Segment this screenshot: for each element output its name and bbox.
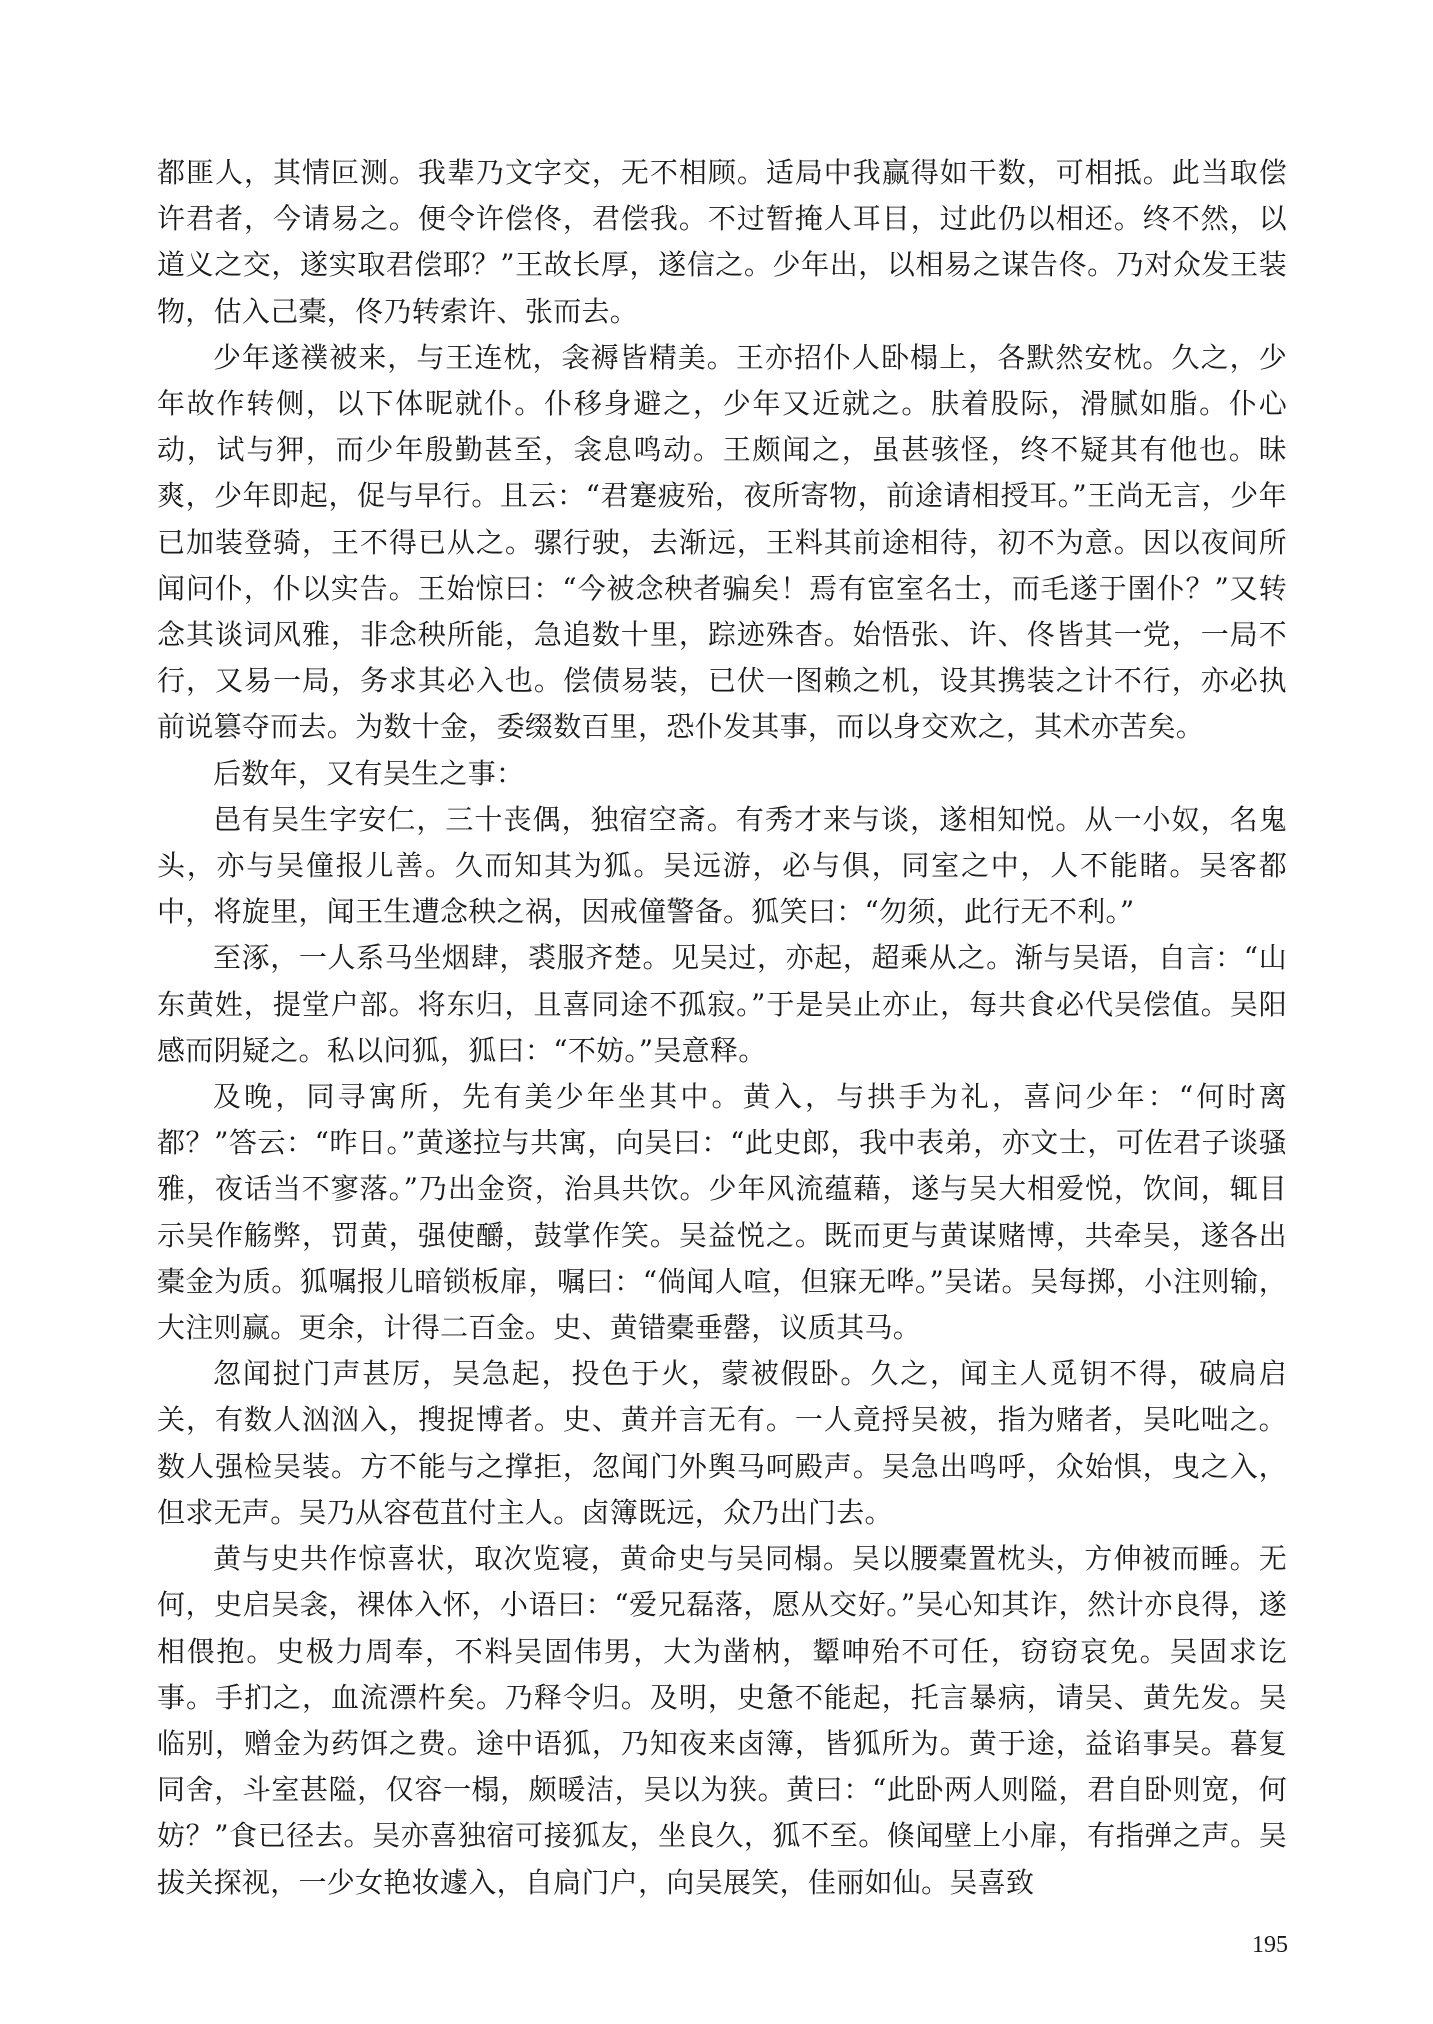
paragraph-continuation: 都匪人，其情叵测。我辈乃文字交，无不相顾。适局中我赢得如干数，可相抵。此当取偿许君者，今请易之。便令许偿佟，君偿我。不过暂掩人耳目，过此仍以相还。终不然，以道义之交，遂实取君偿耶？”王故长厚，遂信之。少年出，以相易之谋告佟。乃对众发王装物，估入己橐，佟乃转索许、张而去。 [157,156,1287,328]
body-text [157,150,1287,1906]
paragraph: 邑有吴生字安仁，三十丧偶，独宿空斋。有秀才来与谈，遂相知悦。从一小奴，名鬼头，亦与吴僮报儿善。久而知其为狐。吴远游，必与俱，同室之中，人不能睹。吴客都中，将旋里，闻王生遭念秧之祸，因戒僮警备。狐笑曰：“勿须，此行无不利。” [157,802,1287,929]
paragraph: 至涿，一人系马坐烟肆，裘服齐楚。见吴过，亦起，超乘从之。渐与吴语，自言：“山东黄姓，提堂户部。将东归，且喜同途不孤寂。”于是吴止亦止，每共食必代吴偿值。吴阳感而阴疑之。私以问狐，狐曰：“不妨。”吴意释。 [157,941,1287,1067]
paragraph: 少年遂襆被来，与王连枕，衾褥皆精美。王亦招仆人卧榻上，各默然安枕。久之，少年故作转侧，以下体昵就仆。仆移身避之，少年又近就之。肤着股际，滑腻如脂。仆心动，试与狎，而少年殷勤甚至，衾息鸣动。王颇闻之，虽甚骇怪，终不疑其有他也。昧爽，少年即起，促与早行。且云：“君蹇疲殆，夜所寄物，前途请相授耳。”王尚无言，少年已加装登骑，王不得已从之。骡行驶，去渐远，王料其前途相待，初不为意。因以夜间所闻问仆，仆以实告。王始惊曰：“今被念秧者骗矣！焉有宦室名士，而毛遂于圉仆？”又转念其谈词风雅，非念秧所能，急追数十里，踪迹殊杳。始悟张、许、佟皆其一党，一局不行，又易一局，务求其必入也。偿债易装，已伏一图赖之机，设其携装之计不行，亦必执前说篡夺而去。为数十金，委缀数百里，恐仆发其事，而以身交欢之，其术亦苦矣。 [157,340,1287,744]
paragraph: 忽闻挝门声甚厉，吴急起，投色于火，蒙被假卧。久之，闻主人觅钥不得，破扃启关，有数人汹汹入，搜捉博者。史、黄并言无有。一人竟捋吴被，指为赌者，吴叱咄之。数人强检吴装。方不能与之撑拒，忽闻门外舆马呵殿声。吴急出鸣呼，众始惧，曳之入，但求无声。吴乃从容苞苴付主人。卤簿既远，众乃出门去。 [157,1357,1287,1529]
paragraph: 后数年，又有吴生之事： [213,756,525,790]
page-number: 195 [1252,1932,1288,1958]
paragraph: 及晚，同寻寓所，先有美少年坐其中。黄入，与拱手为礼，喜问少年：“何时离都？”答云：“昨日。”黄遂拉与共寓，向吴曰：“此史郎，我中表弟，亦文士，可佐君子谈骚雅，夜话当不寥落。”乃出金资，治具共饮。少年风流蕴藉，遂与吴大相爱悦，饮间，辄目示吴作觞弊，罚黄，强使釂，鼓掌作笑。吴益悦之。既而更与黄谋赌博，共牵吴，遂各出橐金为质。狐嘱报儿暗锁板扉，嘱曰：“倘闻人喧，但寐无哗。”吴诺。吴每掷，小注则输，大注则赢。更余，计得二百金。史、黄错橐垂罄，议质其马。 [157,1080,1287,1345]
paragraph: 黄与史共作惊喜状，取次览寝，黄命史与吴同榻。吴以腰橐置枕头，方伸被而睡。无何，史启吴衾，裸体入怀，小语曰：“爱兄磊落，愿从交好。”吴心知其诈，然计亦良得，遂相偎抱。史极力周奉，不料吴固伟男，大为凿枘，颦呻殆不可任，窃窃哀免。吴固求讫事。手扪之，血流漂杵矣。乃释令归。及明，史惫不能起，托言暴病，请吴、黄先发。吴临别，赠金为药饵之费。途中语狐，乃知夜来卤簿，皆狐所为。黄于途，益谄事吴。暮复同舍，斗室甚隘，仅容一榻，颇暖洁，吴以为狭。黄曰：“此卧两人则隘，君自卧则宽，何妨？”食已径去。吴亦喜独宿可接狐友，坐良久，狐不至。倏闻壁上小扉，有指弹之声。吴拔关探视，一少女艳妆遽入，自扃门户，向吴展笑，佳丽如仙。吴喜致 [157,1542,1287,1899]
